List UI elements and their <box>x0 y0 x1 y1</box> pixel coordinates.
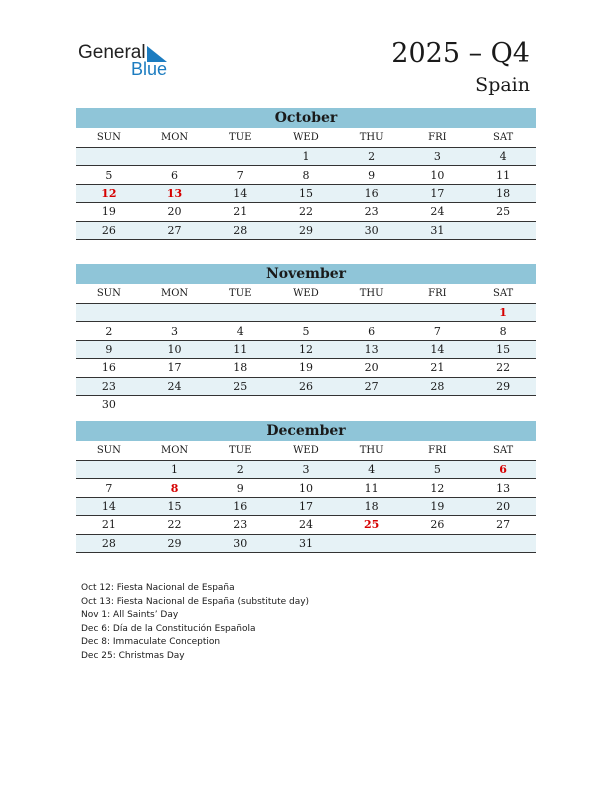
day-cell <box>405 395 471 413</box>
week-row <box>76 148 536 166</box>
day-cell: 15 <box>142 497 208 515</box>
weekday-header: FRI <box>405 128 471 148</box>
week-row <box>76 377 536 395</box>
day-cell: 23 <box>207 516 273 534</box>
holiday-note: Dec 8: Immaculate Conception <box>81 637 221 648</box>
weekday-header: MON <box>142 128 208 148</box>
week-row <box>76 359 536 377</box>
day-cell: 23 <box>76 377 142 395</box>
day-cell <box>339 395 405 413</box>
day-cell: 21 <box>405 359 471 377</box>
day-cell <box>405 534 471 552</box>
day-cell <box>207 304 273 322</box>
day-cell: 11 <box>339 479 405 497</box>
weekday-header: FRI <box>405 284 471 304</box>
day-cell: 20 <box>142 203 208 221</box>
week-row <box>76 221 536 239</box>
day-cell: 21 <box>76 516 142 534</box>
day-cell: 6 <box>470 461 536 479</box>
day-cell: 12 <box>273 340 339 358</box>
day-cell: 31 <box>405 221 471 239</box>
day-cell <box>142 304 208 322</box>
day-cell: 25 <box>339 516 405 534</box>
day-cell: 20 <box>339 359 405 377</box>
day-cell: 1 <box>470 304 536 322</box>
month-grid <box>76 128 536 240</box>
day-cell: 9 <box>339 166 405 184</box>
weekday-header: WED <box>273 128 339 148</box>
day-cell: 30 <box>339 221 405 239</box>
day-cell <box>405 304 471 322</box>
weekday-header: SUN <box>76 441 142 461</box>
day-cell: 3 <box>142 322 208 340</box>
day-cell <box>76 148 142 166</box>
day-cell: 9 <box>207 479 273 497</box>
day-cell: 18 <box>470 184 536 202</box>
week-row <box>76 497 536 515</box>
day-cell: 7 <box>207 166 273 184</box>
day-cell: 4 <box>470 148 536 166</box>
day-cell <box>470 534 536 552</box>
weekday-header: THU <box>339 284 405 304</box>
day-cell: 17 <box>273 497 339 515</box>
day-cell <box>207 148 273 166</box>
weekday-header: TUE <box>207 128 273 148</box>
month-october <box>76 108 536 240</box>
day-cell: 28 <box>76 534 142 552</box>
day-cell: 26 <box>273 377 339 395</box>
day-cell: 1 <box>142 461 208 479</box>
day-cell: 14 <box>207 184 273 202</box>
day-cell: 19 <box>405 497 471 515</box>
weekday-header: MON <box>142 441 208 461</box>
day-cell: 29 <box>470 377 536 395</box>
day-cell: 14 <box>405 340 471 358</box>
month-header: December <box>76 421 536 441</box>
month-december <box>76 421 536 553</box>
holiday-note: Dec 6: Día de la Constitución Española <box>81 623 256 634</box>
day-cell: 25 <box>207 377 273 395</box>
week-row <box>76 166 536 184</box>
day-cell: 16 <box>76 359 142 377</box>
month-grid <box>76 284 536 413</box>
day-cell: 3 <box>273 461 339 479</box>
day-cell: 22 <box>142 516 208 534</box>
day-cell <box>273 304 339 322</box>
day-cell: 28 <box>207 221 273 239</box>
day-cell <box>470 221 536 239</box>
day-cell: 2 <box>76 322 142 340</box>
day-cell: 19 <box>76 203 142 221</box>
week-row <box>76 534 536 552</box>
day-cell: 1 <box>273 148 339 166</box>
weekday-header: MON <box>142 284 208 304</box>
day-cell: 30 <box>207 534 273 552</box>
day-cell: 10 <box>142 340 208 358</box>
day-cell <box>339 534 405 552</box>
day-cell: 27 <box>470 516 536 534</box>
day-cell: 8 <box>470 322 536 340</box>
day-cell: 24 <box>405 203 471 221</box>
week-row <box>76 395 536 413</box>
day-cell: 21 <box>207 203 273 221</box>
day-cell: 10 <box>273 479 339 497</box>
day-cell: 27 <box>142 221 208 239</box>
day-cell <box>142 395 208 413</box>
day-cell: 6 <box>339 322 405 340</box>
day-cell: 11 <box>207 340 273 358</box>
month-grid <box>76 441 536 553</box>
month-header: October <box>76 108 536 128</box>
logo-blue-text: Blue <box>131 59 168 79</box>
day-cell: 3 <box>405 148 471 166</box>
weekday-header: THU <box>339 128 405 148</box>
day-cell: 23 <box>339 203 405 221</box>
weekday-header: WED <box>273 284 339 304</box>
weekday-header: TUE <box>207 284 273 304</box>
day-cell <box>339 304 405 322</box>
day-cell: 5 <box>273 322 339 340</box>
day-cell: 12 <box>405 479 471 497</box>
day-cell: 15 <box>273 184 339 202</box>
country-name: Spain <box>475 74 530 96</box>
day-cell: 8 <box>273 166 339 184</box>
day-cell <box>142 148 208 166</box>
day-cell <box>273 395 339 413</box>
day-cell: 5 <box>405 461 471 479</box>
holiday-note: Dec 25: Christmas Day <box>81 650 185 661</box>
day-cell: 15 <box>470 340 536 358</box>
weekday-header: FRI <box>405 441 471 461</box>
day-cell: 29 <box>142 534 208 552</box>
logo-general-text: General <box>78 42 146 63</box>
holiday-notes <box>81 582 309 664</box>
weekday-header: SAT <box>470 128 536 148</box>
day-cell: 18 <box>207 359 273 377</box>
day-cell: 4 <box>207 322 273 340</box>
day-cell: 9 <box>76 340 142 358</box>
day-cell: 5 <box>76 166 142 184</box>
logo <box>78 42 188 82</box>
month-november <box>76 264 536 413</box>
day-cell: 27 <box>339 377 405 395</box>
weekday-header: SUN <box>76 128 142 148</box>
day-cell: 8 <box>142 479 208 497</box>
day-cell: 19 <box>273 359 339 377</box>
week-row <box>76 461 536 479</box>
day-cell: 2 <box>339 148 405 166</box>
day-cell: 28 <box>405 377 471 395</box>
weekday-header: TUE <box>207 441 273 461</box>
day-cell: 16 <box>207 497 273 515</box>
month-header: November <box>76 264 536 284</box>
weekday-header: SAT <box>470 441 536 461</box>
day-cell: 22 <box>273 203 339 221</box>
weekday-header: SAT <box>470 284 536 304</box>
day-cell: 26 <box>76 221 142 239</box>
day-cell <box>207 395 273 413</box>
day-cell: 12 <box>76 184 142 202</box>
day-cell: 26 <box>405 516 471 534</box>
day-cell: 6 <box>142 166 208 184</box>
holiday-note: Nov 1: All Saints’ Day <box>81 610 179 621</box>
day-cell: 17 <box>142 359 208 377</box>
day-cell: 18 <box>339 497 405 515</box>
holiday-note: Oct 13: Fiesta Nacional de España (substitute day) <box>81 596 310 607</box>
week-row <box>76 322 536 340</box>
day-cell: 16 <box>339 184 405 202</box>
week-row <box>76 479 536 497</box>
week-row <box>76 340 536 358</box>
day-cell: 24 <box>273 516 339 534</box>
day-cell <box>76 304 142 322</box>
day-cell: 25 <box>470 203 536 221</box>
week-row <box>76 516 536 534</box>
week-row <box>76 184 536 202</box>
day-cell <box>76 461 142 479</box>
day-cell: 7 <box>76 479 142 497</box>
day-cell: 2 <box>207 461 273 479</box>
day-cell: 4 <box>339 461 405 479</box>
weekday-header: WED <box>273 441 339 461</box>
page-title: 2025 – Q4 <box>391 38 530 69</box>
day-cell: 13 <box>142 184 208 202</box>
day-cell: 24 <box>142 377 208 395</box>
day-cell: 10 <box>405 166 471 184</box>
holiday-note: Oct 12: Fiesta Nacional de España <box>81 583 235 593</box>
day-cell: 20 <box>470 497 536 515</box>
day-cell: 13 <box>339 340 405 358</box>
day-cell: 7 <box>405 322 471 340</box>
day-cell: 14 <box>76 497 142 515</box>
day-cell: 31 <box>273 534 339 552</box>
week-row <box>76 304 536 322</box>
day-cell: 17 <box>405 184 471 202</box>
day-cell: 30 <box>101 398 116 412</box>
day-cell: 22 <box>470 359 536 377</box>
weekday-header: SUN <box>76 284 142 304</box>
weekday-header: THU <box>339 441 405 461</box>
day-cell: 13 <box>470 479 536 497</box>
day-cell: 11 <box>470 166 536 184</box>
day-cell: 29 <box>273 221 339 239</box>
week-row <box>76 203 536 221</box>
day-cell <box>470 395 536 413</box>
